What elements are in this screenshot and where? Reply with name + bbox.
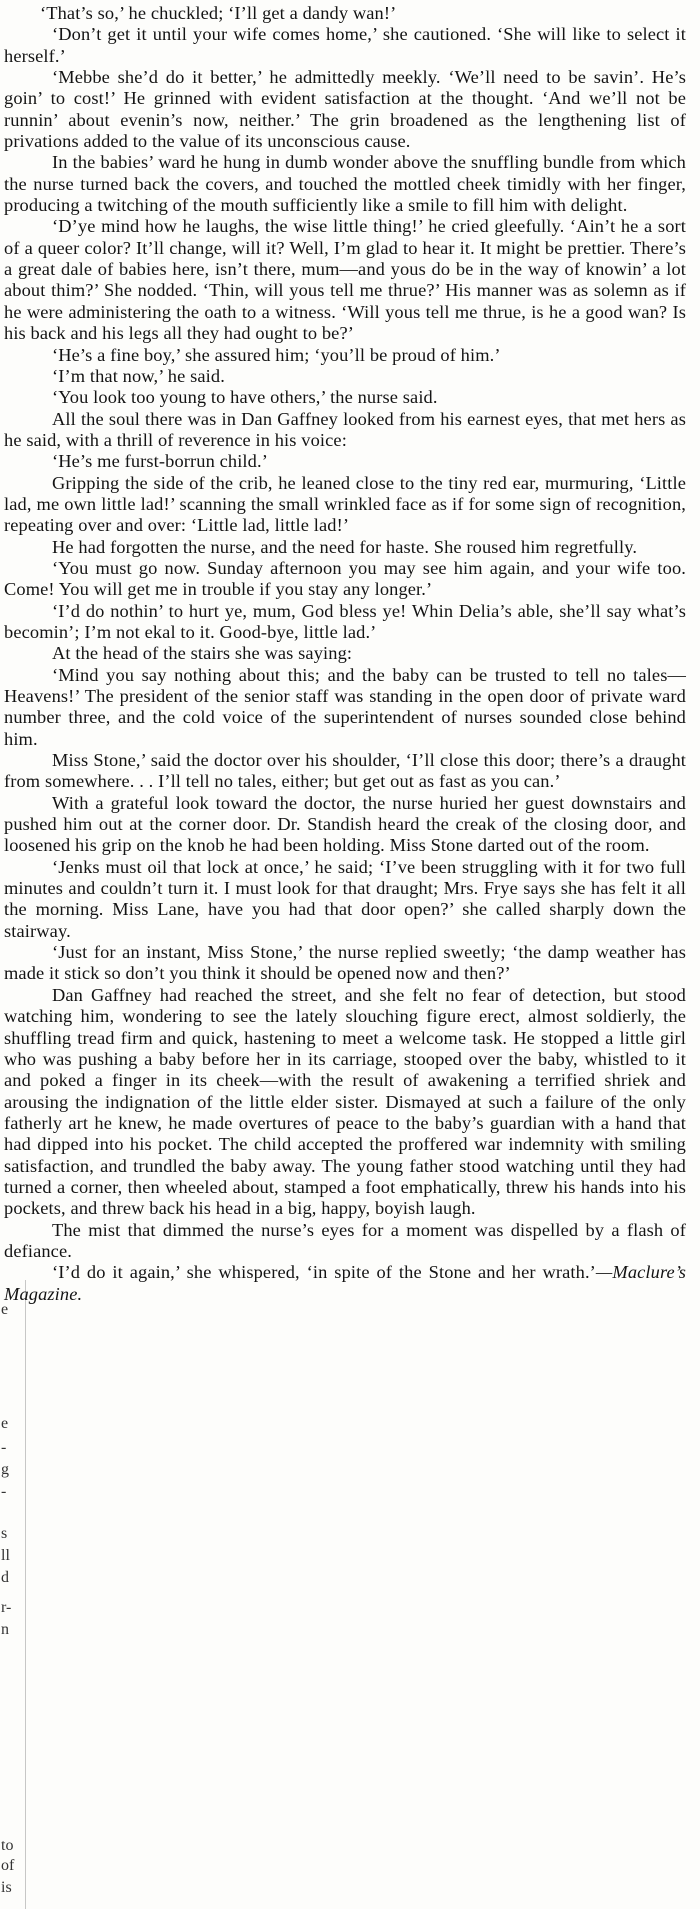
- margin-fragment: d: [1, 1569, 9, 1586]
- paragraph: In the babies’ ward he hung in dumb wonder above the snuffling bundle from which the nurse turned back the covers, and touched the mottled cheek timidly with her finger, producing a twitching of the mouth sufficiently like a smile to fill him with delight.: [4, 152, 686, 216]
- paragraph: Gripping the side of the crib, he leaned close to the tiny red ear, murmuring, ‘Little lad, me own little lad!’ scanning the small wrinkled face as if for some sign of recognition, repeating over and over: ‘Little lad, little lad!’: [4, 472, 686, 536]
- margin-fragment: n: [1, 1621, 9, 1638]
- paragraph: Miss Stone,’ said the doctor over his shoulder, ‘I’ll close this door; there’s a draught from somewhere. . . I’ll tell no tales, either; but get out as fast as you can.’: [4, 750, 686, 792]
- paragraph: ‘Jenks must oil that lock at once,’ he said; ‘I’ve been struggling with it for two full minutes and couldn’t turn it. I must look for that draught; Mrs. Frye says she has felt it all the morning. Miss Lane, have you had that door open?’ she called sharply down the stairway.: [4, 856, 686, 941]
- margin-fragment: -: [1, 1483, 7, 1500]
- paragraph: All the soul there was in Dan Gaffney looked from his earnest eyes, that met hers as he said, with a thrill of reverence in his voice:: [4, 408, 686, 450]
- paragraph: He had forgotten the nurse, and the need for haste. She roused him regretfully.: [52, 536, 638, 557]
- margin-fragment: of: [1, 1857, 15, 1874]
- paragraph: ‘You must go now. Sunday afternoon you may see him again, and your wife too. Come! You will get me in trouble if you stay any longer.’: [4, 557, 686, 600]
- source-credit: —Maclure’s Magazine.: [4, 1262, 686, 1304]
- margin-fragment: is: [1, 1879, 12, 1896]
- paragraph: With a grateful look toward the doctor, the nurse huried her guest downstairs and pushed him out at the corner door. Dr. Standish heard the creak of the closing door, and loosened his grip on the knob he had been holding. Miss Stone darted out of the room.: [4, 792, 686, 856]
- margin-fragment: -: [1, 1439, 7, 1456]
- column-rule: [25, 1280, 26, 1909]
- paragraph: Dan Gaffney had reached the street, and she felt no fear of detection, but stood watching him, wondering to see the lately slouching figure erect, almost soldierly, the shuffling tread firm and quick, hastening to meet a welcome task. He stopped a little girl who was pushing a baby before her in its carriage, stooped over the baby, whistled to it and poked a finger in its cheek—with the result of awakening a terrified shriek and arousing the indignation of the little elder sister. Dismayed at such a failure of the only fatherly art he knew, he made overtures of peace to the baby’s guardian with a hand that had dipped into his pocket. The child accepted the proffered war indemnity with smiling satisfaction, and trundled the baby away. The young father stood watching until they had turned a corner, then wheeled about, stamped a foot emphatically, threw his hands into his pockets, and threw back his head in a big, happy, boyish laugh.: [4, 984, 686, 1219]
- paragraph: ‘Mind you say nothing about this; and the baby can be trusted to tell no tales—Heavens!’ The president of the senior staff was standing in the open door of private ward number three, and the cold voice of the superintendent of nurses sounded close behind him.: [4, 664, 686, 749]
- margin-fragment: r-: [1, 1599, 12, 1616]
- margin-fragment: e: [1, 1301, 9, 1318]
- paragraph-text: ‘I’d do it again,’ she whispered, ‘in spite of the Stone and her wrath.’: [52, 1262, 596, 1283]
- paragraph: ‘That’s so,’ he chuckled; ‘I’ll get a dandy wan!’: [40, 3, 397, 23]
- paragraph: ‘D’ye mind how he laughs, the wise little thing!’ he cried gleefully. ‘Ain’t he a sort of a queer color? It’ll change, will it? Well, I’m glad to hear it. It might be prettier. There’s a great dale of babies here, isn’t there, mum—and yous do be in the way of knowin’ a lot about thim?’ She nodded. ‘Thin, will yous tell me thrue?’ His manner was as solemn as if he were administering the oath to a witness. ‘Will yous tell me thrue, is he a good wan? Is his back and his legs all they had ought to be?’: [4, 216, 686, 344]
- paragraph: ‘I’m that now,’ he said.: [52, 365, 225, 386]
- paragraph: ‘Just for an instant, Miss Stone,’ the nurse replied sweetly; ‘the damp weather has made it stick so don’t you think it should be opened now and then?’: [4, 942, 686, 984]
- paragraph: ‘You look too young to have others,’ the nurse said.: [52, 387, 438, 408]
- paragraph: ‘He’s a fine boy,’ she assured him; ‘you’ll be proud of him.’: [52, 344, 501, 365]
- paragraph: ‘I’d do nothin’ to hurt ye, mum, God bless ye! Whin Delia’s able, she’ll say what’s becomin’; I’m not ekal to it. Good-bye, little lad.’: [4, 600, 686, 642]
- paragraph: The mist that dimmed the nurse’s eyes for a moment was dispelled by a flash of defiance.: [4, 1219, 686, 1261]
- margin-fragment: s: [1, 1525, 8, 1542]
- paragraph: ‘Mebbe she’d do it better,’ he admittedly meekly. ‘We’ll need to be savin’. He’s goin’ to cost!’ He grinned with evident satisfaction at the thought. ‘And we’ll not be runnin’ about evenin’s now, neither.’ The grin broadened as the lengthening list of privations added to the value of its unconscious cause.: [4, 67, 686, 152]
- margin-fragment: to: [1, 1837, 14, 1854]
- final-paragraph: [4, 1262, 686, 1305]
- paragraph: At the head of the stairs she was saying:: [52, 643, 353, 664]
- margin-fragment: g: [1, 1461, 9, 1478]
- margin-fragment: ll: [1, 1547, 10, 1564]
- paragraph: ‘He’s me furst-borrun child.’: [52, 451, 268, 472]
- margin-fragment: e: [1, 1415, 9, 1432]
- paragraph: ‘Don’t get it until your wife comes home,’ she cautioned. ‘She will like to select it herself.’: [4, 24, 686, 66]
- article-column: [4, 3, 686, 1305]
